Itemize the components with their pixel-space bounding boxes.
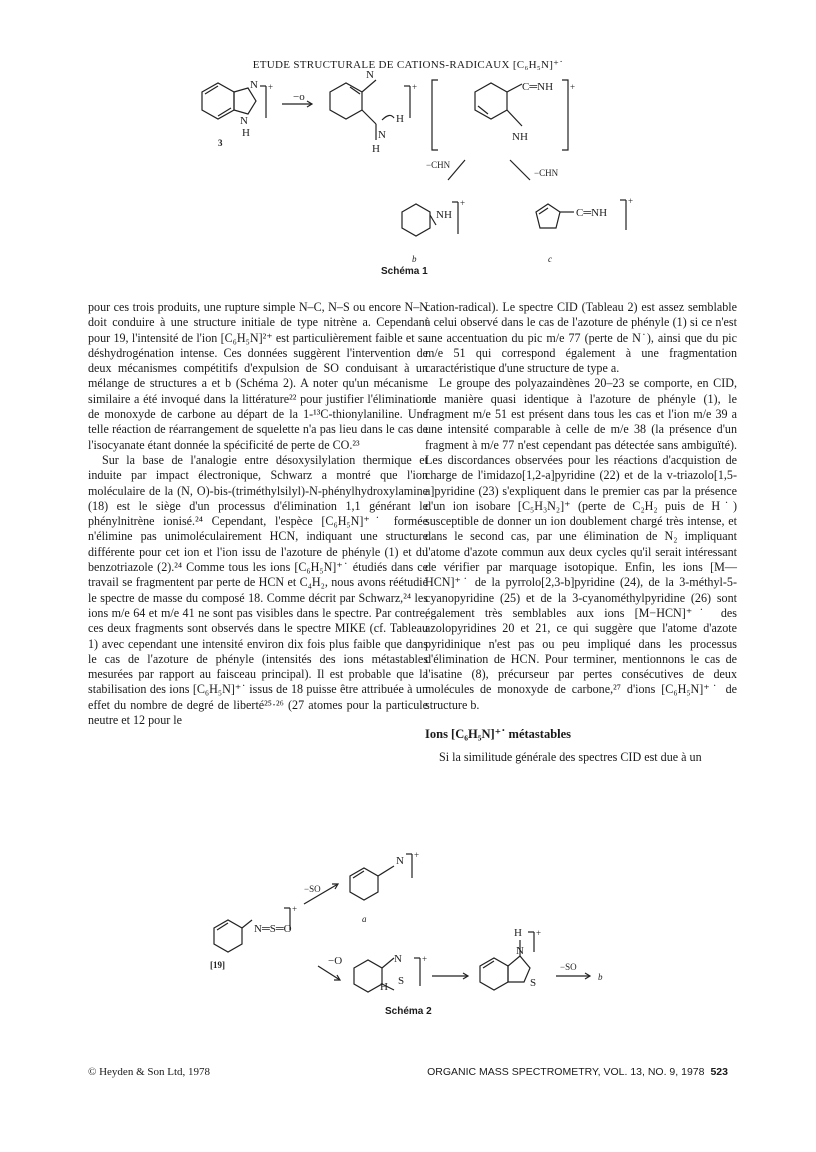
scheme-1-figure xyxy=(190,69,650,270)
structure-b-label: b xyxy=(412,254,417,264)
svg-text:NH: NH xyxy=(512,131,528,143)
scheme-2-drawing xyxy=(200,840,630,1000)
svg-text:H: H xyxy=(242,127,250,139)
loss-chn-right-label: −CHN xyxy=(534,168,559,178)
svg-text:H: H xyxy=(380,981,388,993)
svg-text:S: S xyxy=(530,977,537,989)
right-column xyxy=(425,300,737,766)
svg-text:−o: −o xyxy=(293,91,305,103)
page-number: 523 xyxy=(710,1066,728,1078)
svg-text:C═NH: C═NH xyxy=(576,207,608,219)
scheme-2-figure xyxy=(200,840,630,1000)
svg-text:S: S xyxy=(398,975,405,987)
section-heading-metastable-ions: Ions [C₆H₅N]⁺˙ métastables xyxy=(425,727,572,742)
svg-text:N: N xyxy=(516,945,524,957)
svg-text:H: H xyxy=(514,927,522,939)
svg-text:+: + xyxy=(268,82,274,92)
svg-text:H: H xyxy=(372,143,380,155)
copyright-notice: © Heyden & Son Ltd, 1978 xyxy=(88,1066,211,1078)
svg-text:+: + xyxy=(414,850,420,860)
svg-text:N: N xyxy=(240,115,248,127)
right-paragraph-2: Le groupe des polyazaindènes 20–23 se comporte, en CID, de manière quasi identique à l'azoture de phényle (1), le fragment m/e 51 est présent dans tous les cas et l'ion m/e 39 a une intensité comparable à celle de m/e 38 (la présence d'un fragment à m/e 77 n'est cependant pas détectée sans ambiguïté). Les discordances observées pour les réactions d'acquistion de charge de l'imidazo[1,2-a]pyridine (22) et de la v-triazolo[1,5-a]pyridine (23) s'expliquent dans le premier cas par la présence d'un ion isobare [C₅H₃N₂]⁺ (perte de C₂H₂ puis de H˙) susceptible de donner un ion doublement chargé très intense, et dans le second cas, par une élimination de N₂ impliquant l'atome d'azote commun aux deux cycles qu'il serait intéressant de vérifier par marquage isotopique. Enfin, les ions [M—HCN]⁺˙ de la pyrrolo[2,3-b]pyridine (24), de la 3-méthyl-5-cyanopyridine (25) et de la 3-cyanométhylpyridine (26) sont également très semblables aux ions [M−HCN]⁺˙ des azolopyridines 20 et 21, ce qui suggère que l'atome d'azote pyridinique n'est pas ou peu impliqué dans les processus d'élimination de HCN. Pour terminer, mentionnons le cas de l'isatine (8), précurseur par pertes consécutives de deux molécules de monoxyde de carbone,²⁷ d'ions [C₆H₅N]⁺˙ de structure b. xyxy=(425,376,737,712)
svg-text:C═NH: C═NH xyxy=(522,81,554,93)
svg-text:N: N xyxy=(394,953,402,965)
scheme-1-drawing xyxy=(190,69,650,270)
loss-so-right-label: −SO xyxy=(560,962,577,972)
svg-text:+: + xyxy=(412,82,418,92)
structure-b-label-scheme2: b xyxy=(598,972,603,982)
journal-citation: ORGANIC MASS SPECTROMETRY, VOL. 13, NO. 9, 1978 xyxy=(427,1066,705,1078)
svg-text:+: + xyxy=(422,954,428,964)
compound-19-label: [19] xyxy=(210,960,225,970)
svg-text:H: H xyxy=(396,113,404,125)
svg-text:N: N xyxy=(366,69,374,81)
loss-so-top-label: −SO xyxy=(304,884,321,894)
svg-text:+: + xyxy=(570,82,576,92)
svg-text:N═S═O: N═S═O xyxy=(254,923,292,935)
structure-c-label: c xyxy=(548,254,552,264)
right-paragraph-1: cation-radical). Le spectre CID (Tableau 2) est assez semblable à celui observé dans le cas de l'azoture de phényle (1) si ce n'est une accentuation du pic m/e 77 (perte de N˙), ainsi que du pic m/e 51 qui correspond également à une fragmentation caractéristique d'une structure de type a. xyxy=(425,300,737,376)
svg-text:N: N xyxy=(378,129,386,141)
svg-text:N: N xyxy=(250,79,258,91)
journal-footer xyxy=(427,1066,728,1078)
left-column xyxy=(88,300,428,728)
compound-3-label: 3 xyxy=(218,138,223,148)
structure-a-label: a xyxy=(362,914,367,924)
running-header: ETUDE STRUCTURALE DE CATIONS-RADICAUX [C₆H₅N]⁺˙ xyxy=(252,59,564,71)
svg-text:−O: −O xyxy=(328,955,343,967)
svg-text:NH: NH xyxy=(436,209,452,221)
svg-text:+: + xyxy=(628,196,634,206)
svg-text:N: N xyxy=(396,855,404,867)
svg-text:+: + xyxy=(460,198,466,208)
left-paragraph-2: Sur la base de l'analogie entre désoxysilylation thermique et induite par impact électronique, Schwarz a montré que l'ion moléculaire de la (N, O)-bis-(triméthylsilyl)-N-phénylhydroxylamine (18) est le siège d'un processus d'élimination 1,1 générant le phénylnitrène ionisé.²⁴ Cependant, l'espèce [C₆H₅N]⁺˙ formée n'élimine pas unimoléculairement HCN, indiquant une structure différente pour cet ion et l'ion issu de l'azoture de phényle (1) et du benzotriazole (2).²⁴ Comme tous les ions [C₆H₅N]⁺˙ étudiés dans ce travail se fragmentent par perte de HCN et C₄H₂, nous avons réétudié le spectre de masse du composé 18. Comme décrit par Schwarz,²⁴ les ions m/e 64 et m/e 41 ne sont pas visibles dans le spectre. Par contre, ces deux fragments sont observés dans le spectre MIKE (cf. Tableau 1) avec cependant une intensité environ dix fois plus faible que dans le cas de l'azoture de phényle (intensités des ions métastables mesurées par rapport au faisceau principal). Il est probable que la stabilisation des ions [C₆H₅N]⁺˙ issus de 18 puisse être attribuée à un effet du nombre de degré de liberté²⁵·²⁶ (27 atomes pour la particule neutre et 12 pour le xyxy=(88,452,428,728)
scheme-2-caption: Schéma 2 xyxy=(385,1006,432,1017)
right-paragraph-3: Si la similitude générale des spectres CID est due à un xyxy=(439,750,702,765)
svg-text:+: + xyxy=(292,904,298,914)
loss-chn-left-label: −CHN xyxy=(426,160,451,170)
svg-text:+: + xyxy=(536,928,542,938)
left-paragraph-1: pour ces trois produits, une rupture simple N–C, N–S ou encore N–N doit conduire à une structure initiale de type nitrène a. Cependant pour 19, l'intensité de l'ion [C₆H₅N]²⁺ est particulièrement faible et sa déshydrogénation intense. Ces données suggèrent l'intervention de deux mécanismes compétitifs d'expulsion de SO conduisant à un mélange de structures a et b (Schéma 2). A noter qu'un mécanisme similaire a été invoqué dans la littérature²² pour justifier l'élimination de monoxyde de carbone au départ de la 1-¹³C-thionylaniline. Une telle réaction de réarrangement de squelette n'a pas lieu dans le cas de l'isocyanate étant donnée la spécificité de perte de CO.²³ xyxy=(88,300,428,452)
scheme-1-caption: Schéma 1 xyxy=(381,266,428,277)
